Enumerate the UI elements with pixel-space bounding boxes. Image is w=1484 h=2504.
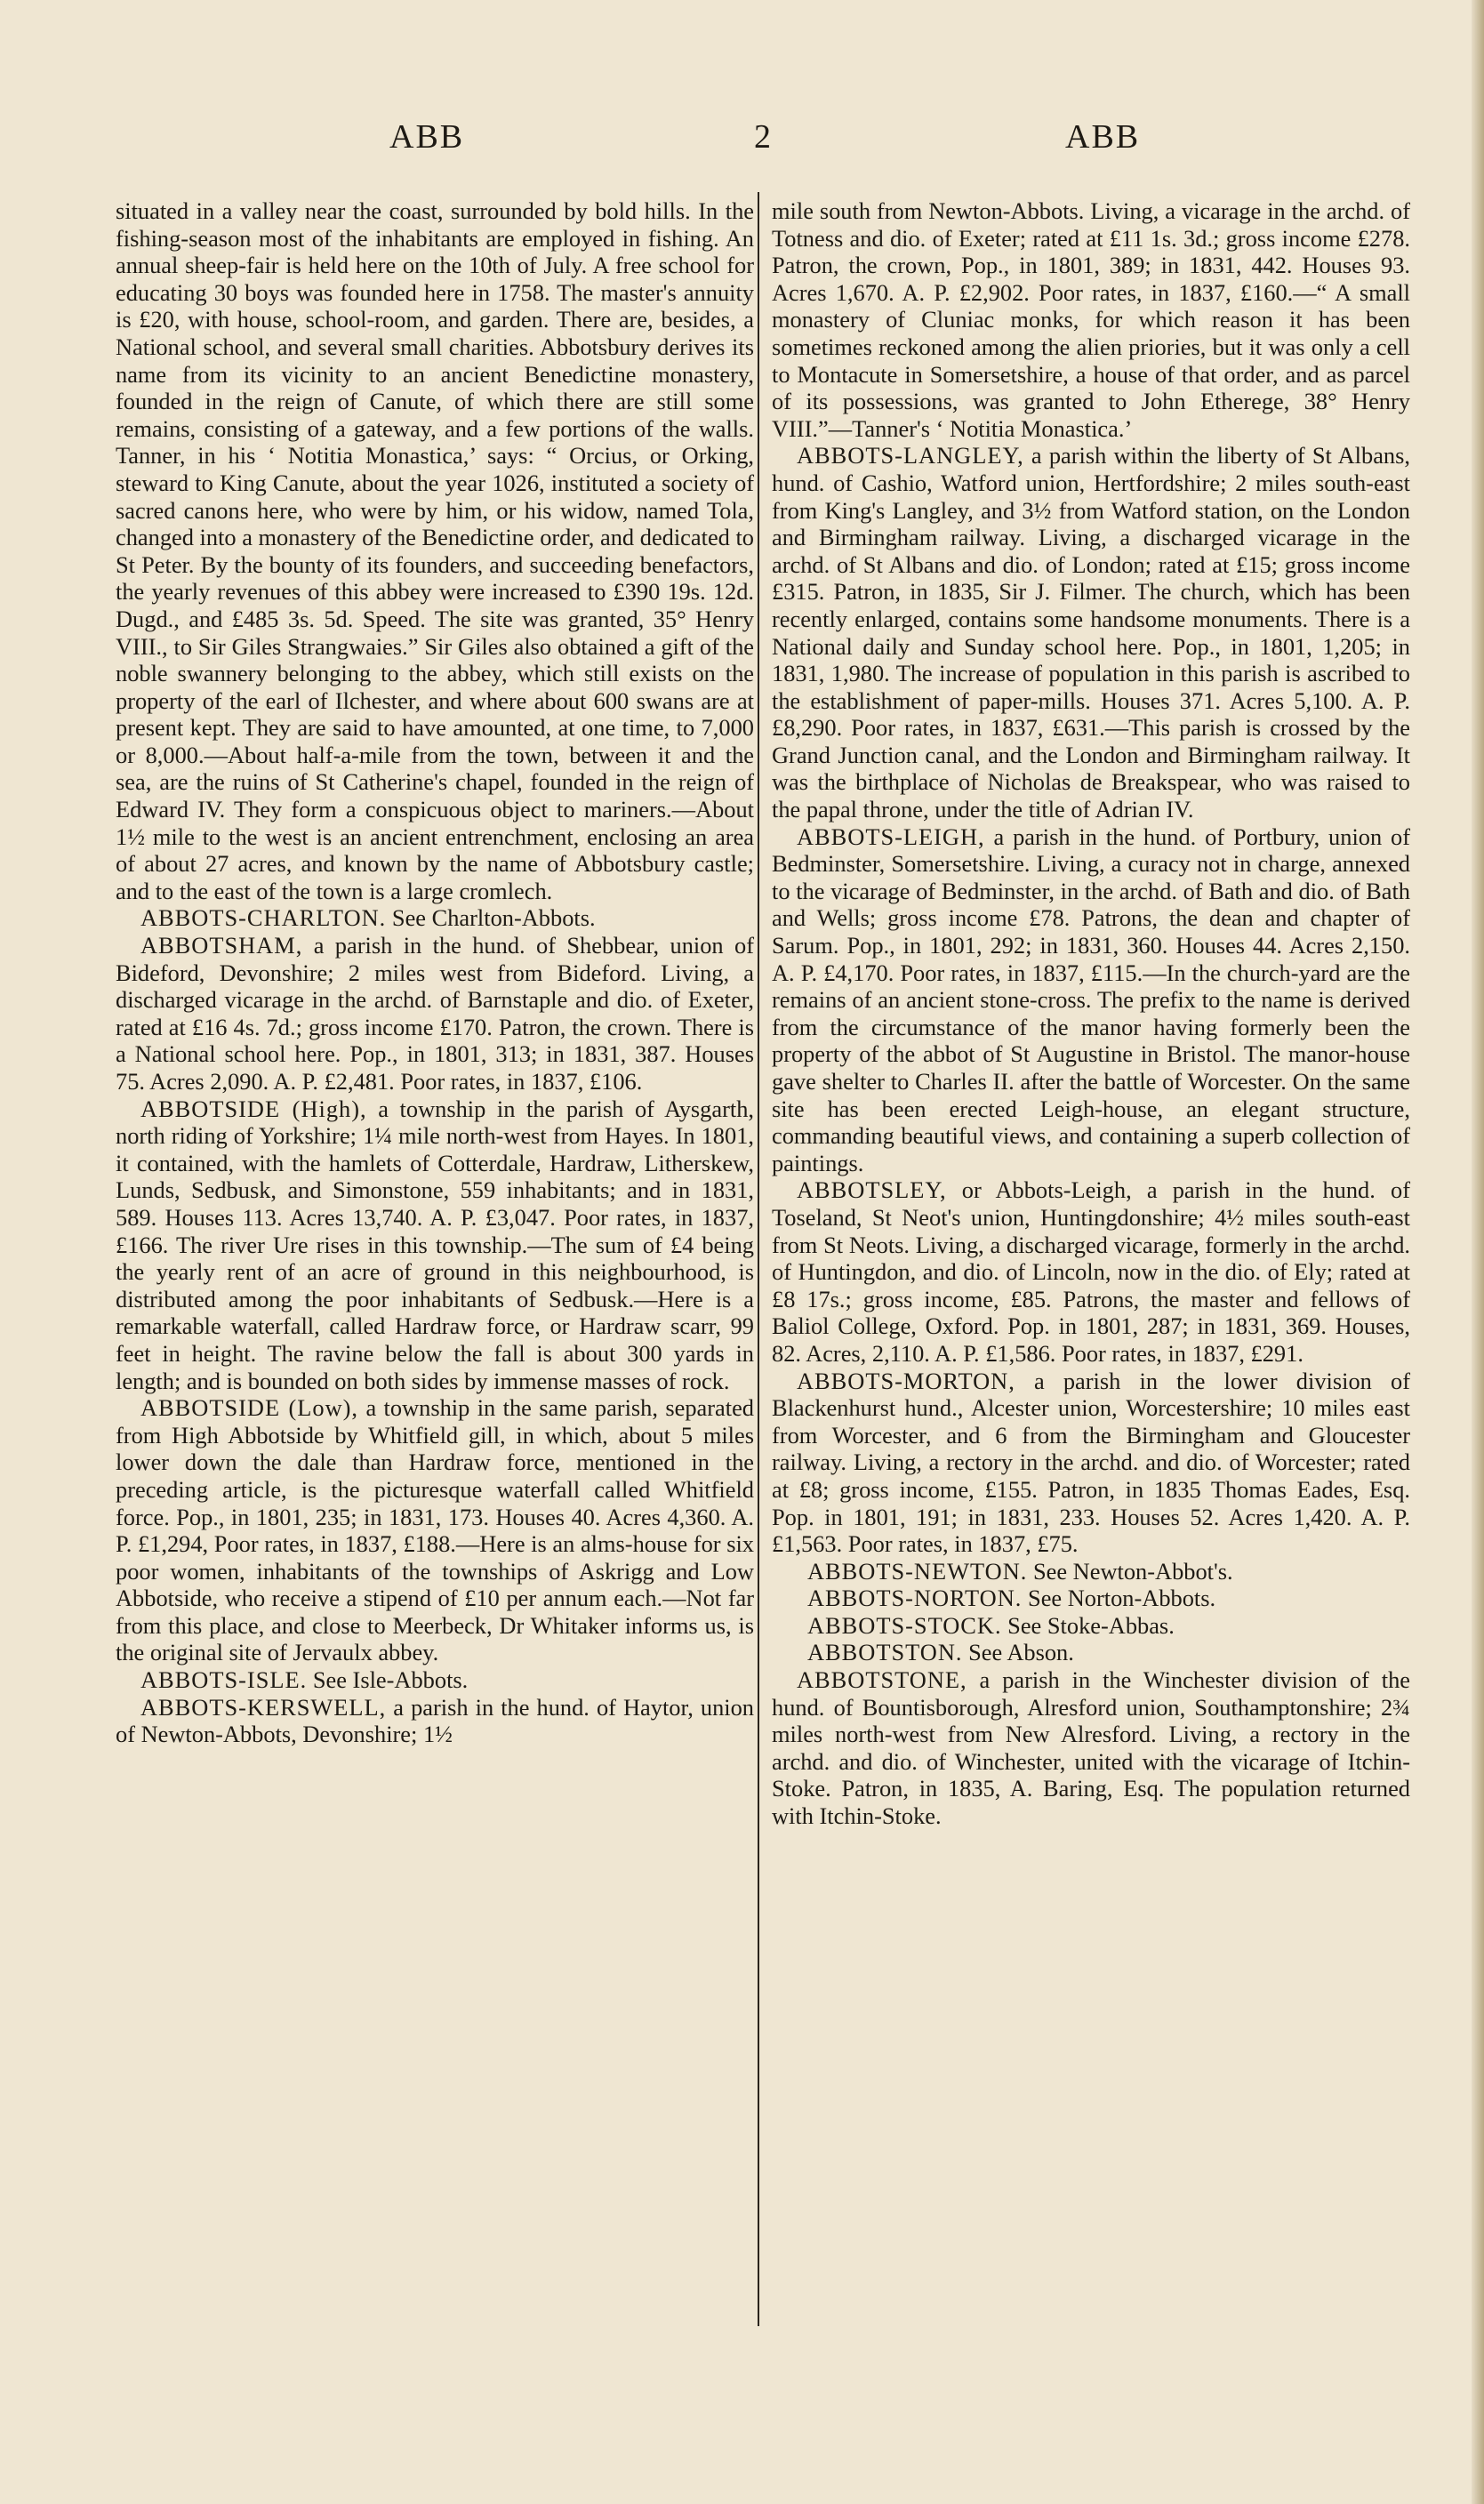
entry-text: a parish in the Winchester division of the hund. of Bountisborough, Alresford union, Southamptonshire; 2¾ miles north-west from New Alresford. Living, a rectory in the archd. and dio. of Winchester, united with the vicarage of Itchin-Stoke. Patron, in 1835, A. Baring, Esq. The population returned with Itchin-Stoke.: [772, 1666, 1410, 1830]
left-column: [116, 197, 754, 1748]
page-number: 2: [754, 118, 773, 156]
entry: [116, 1394, 754, 1666]
entry: [772, 442, 1410, 823]
entry-text: See Isle-Abbots.: [312, 1666, 469, 1694]
entry: [116, 1096, 754, 1395]
right-column: [772, 197, 1410, 1830]
entry-text: situated in a valley near the coast, surrounded by bold hills. In the fishing-season most of the inhabitants are employed in fishing. An annual sheep-fair is held here on the 10th of July. A free school for educating 30 boys was founded here in 1758. The master's annuity is £20, with house, school-room, and garden. There are, besides, a National school, and several small charities. Abbotsbury derives its name from its vicinity to an ancient Benedictine monastery, founded in the reign of Canute, of which there are still some remains, consisting of a gateway, and a few portions of the walls. Tanner, in his ‘ Notitia Monastica,’ says: “ Orcius, or Orking, steward to King Canute, about the year 1026, instituted a society of sacred canons here, who were by him, or his widow, named Tola, changed into a monastery of the Benedictine order, and dedicated to St Peter. By the bounty of its founders, and succeeding benefactors, the yearly revenues of this abbey were increased to £390 19s. 12d. Dugd., and £485 3s. 5d. Speed. The site was granted, 35° Henry VIII., to Sir Giles Strangwaies.” Sir Giles also obtained a gift of the noble swannery belonging to the abbey, which still exists on the property of the earl of Ilchester, and where about 600 swans are at present kept. They are said to have amounted, at one time, to 7,000 or 8,000.—About half-a-mile from the town, between it and the sea, are the ruins of St Catherine's chapel, founded in the reign of Edward IV. They form a conspicuous object to mariners.—About 1½ mile to the west is an ancient entrenchment, enclosing an area of about 27 acres, and known by the name of Abbotsbury castle; and to the east of the town is a large cromlech.: [116, 197, 754, 904]
entry-headword: ABBOTS-STOCK.: [807, 1611, 1002, 1639]
entry: [116, 932, 754, 1096]
entry-text: mile south from Newton-Abbots. Living, a vicarage in the archd. of Totness and dio. of Exeter; rated at £11 1s. 3d.; gross income £278. Patron, the crown, Pop., in 1801, 389; in 1831, 442. Houses 93. Acres 1,670. A. P. £2,902. Poor rates, in 1837, £160.—“ A small monastery of Cluniac monks, for which reason it has been sometimes reckoned among the alien priories, but it was only a cell to Montacute in Somersetshire, a house of that order, and as parcel of its possessions, was granted to John Etherege, 38° Henry VIII.”—Tanner's ‘ Notitia Monastica.’: [772, 197, 1410, 442]
entry-text: See Norton-Abbots.: [1028, 1585, 1216, 1612]
entry: [116, 197, 754, 904]
cross-reference: [772, 1585, 1410, 1612]
cross-reference: [772, 1639, 1410, 1666]
entry-headword: ABBOTS-KERSWELL,: [140, 1693, 387, 1721]
entry-text: a township in the same parish, separated from High Abbotside by Whitfield gill, in which, about 5 miles lower down the dale than Hardraw force, mentioned in the preceding article, is the picturesque waterfall called Whitfield force. Pop., in 1801, 235; in 1831, 173. Houses 40. Acres 4,360. A. P. £1,294, Poor rates, in 1837, £188.—Here is an alms-house for six poor women, inhabitants of the townships of Askrigg and Low Abbotside, who receive a stipend of £10 per annum each.—Not far from this place, and close to Meerbeck, Dr Whitaker informs us, is the original site of Jervaulx abbey.: [116, 1394, 755, 1666]
header-right-guide: ABB: [1065, 118, 1141, 156]
entry-text: a parish in the hund. of Haytor, union of Newton-Abbots, Devonshire; 1½: [116, 1693, 754, 1748]
entry-text: a parish in the lower division of Blackenhurst hund., Alcester union, Worcestershire; 10 miles east from Worcester, and 6 from the Birmingham and Gloucester railway. Living, a rectory in the archd. and dio. of Worcester; rated at £8; gross income, £155. Patron, in 1835 Thomas Eades, Esq. Pop. in 1801, 191; in 1831, 233. Houses 52. Acres 1,420. A. P. £1,563. Poor rates, in 1837, £75.: [772, 1367, 1410, 1558]
entry-headword: ABBOTS-LEIGH,: [797, 823, 985, 850]
entry-text: a parish in the hund. of Portbury, union of Bedminster, Somersetshire. Living, a curacy not in charge, annexed to the vicarage of Bedminster, in the archd. of Bath and dio. of Bath and Wells; gross income £78. Patrons, the dean and chapter of Sarum. Pop., in 1801, 292; in 1831, 360. Houses 44. Acres 2,150. A. P. £4,170. Poor rates, in 1837, £115.—In the church-yard are the remains of an ancient stone-cross. The prefix to the name is derived from the circumstance of the manor having formerly been the property of the abbot of St Augustine in Bristol. The manor-house gave shelter to Charles II. after the battle of Worcester. On the same site has been erected Leigh-house, an elegant structure, commanding beautiful views, and containing a superb collection of paintings.: [772, 823, 1410, 1176]
entry-headword: ABBOTS-NEWTON.: [807, 1557, 1028, 1585]
header-left-guide: ABB: [389, 118, 465, 156]
entry-text: a parish within the liberty of St Albans, hund. of Cashio, Watford union, Hertfordshire; 2 miles south-east from King's Langley, and 3½ from Watford station, on the London and Birmingham railway. Living, a discharged vicarage in the archd. of St Albans and dio. of London; rated at £15; gross income £315. Patron, in 1835, Sir J. Filmer. The church, which has been recently enlarged, contains some handsome monuments. There is a National daily and Sunday school here. Pop., in 1801, 1,205; in 1831, 1,980. The increase of population in this parish is ascribed to the establishment of paper-mills. Houses 371. Acres 5,100. A. P. £8,290. Poor rates, in 1837, £631.—This parish is crossed by the Grand Junction canal, and the London and Birmingham railway. It was the birthplace of Nicholas de Breakspear, who was raised to the papal throne, under the title of Adrian IV.: [772, 442, 1410, 823]
entry-text: See Charlton-Abbots.: [391, 904, 596, 932]
entry-headword: ABBOTS-NORTON.: [807, 1585, 1023, 1612]
entry-headword: ABBOTSTON.: [807, 1639, 963, 1666]
entry-headword: ABBOTSIDE (High),: [140, 1095, 367, 1122]
entry: [772, 197, 1410, 442]
entry: [116, 1666, 754, 1694]
entry-headword: ABBOTSLEY,: [797, 1176, 947, 1204]
entry: [772, 1666, 1410, 1830]
page-edge: [1472, 0, 1484, 2504]
entry: [772, 1368, 1410, 1558]
entry-headword: ABBOTS-MORTON,: [797, 1367, 1015, 1394]
entry-headword: ABBOTS-ISLE.: [140, 1666, 308, 1694]
cross-reference: [772, 1558, 1410, 1585]
entry-text: a township in the parish of Aysgarth, north riding of Yorkshire; 1¼ mile north-west from Hayes. In 1801, it contained, with the hamlets of Cotterdale, Hardraw, Litherskew, Lunds, Sedbusk, and Simonstone, 559 inhabitants; and in 1831, 589. Houses 113. Acres 13,740. A. P. £3,047. Poor rates, in 1837, £166. The river Ure rises in this township.—The sum of £4 being the yearly rent of an acre of ground in this neighbourhood, is distributed among the poor inhabitants of Sedbusk.—Here is a remarkable waterfall, called Hardraw force, or Hardraw scarr, 99 feet in height. The ravine below the fall is about 300 yards in length; and is bounded on both sides by immense masses of rock.: [116, 1095, 754, 1394]
entry-headword: ABBOTSTONE,: [797, 1666, 967, 1694]
running-header: [0, 117, 1484, 171]
entry-headword: ABBOTS-CHARLTON.: [140, 904, 387, 932]
entry-headword: ABBOTSHAM,: [140, 932, 303, 959]
column-divider: [758, 192, 759, 2326]
entry-text: a parish in the hund. of Shebbear, union of Bideford, Devonshire; 2 miles west from Bideford. Living, a discharged vicarage in the archd. of Barnstaple and dio. of Exeter, rated at £16 4s. 7d.; gross income £170. Patron, the crown. There is a National school here. Pop., in 1801, 313; in 1831, 387. Houses 75. Acres 2,090. A. P. £2,481. Poor rates, in 1837, £106.: [116, 932, 754, 1095]
entry: [772, 823, 1410, 1177]
entry-headword: ABBOTSIDE (Low),: [140, 1394, 359, 1422]
entry-text: See Newton-Abbot's.: [1032, 1557, 1233, 1585]
cross-reference: [772, 1612, 1410, 1640]
entry-text: See Stoke-Abbas.: [1007, 1611, 1175, 1639]
entry: [116, 1694, 754, 1748]
entry-headword: ABBOTS-LANGLEY,: [797, 442, 1024, 470]
entry: [116, 904, 754, 932]
entry: [772, 1176, 1410, 1367]
entry-text: See Abson.: [968, 1639, 1074, 1666]
entry-text: or Abbots-Leigh, a parish in the hund. of Toseland, St Neot's union, Huntingdonshire; 4½ miles south-east from St Neots. Living, a discharged vicarage, formerly in the archd. of Huntingdon, and dio. of Lincoln, now in the dio. of Ely; rated at £8 17s.; gross income, £85. Patrons, the master and fellows of Baliol College, Oxford. Pop. in 1801, 287; in 1831, 369. Houses, 82. Acres, 2,110. A. P. £1,586. Poor rates, in 1837, £291.: [772, 1176, 1410, 1367]
